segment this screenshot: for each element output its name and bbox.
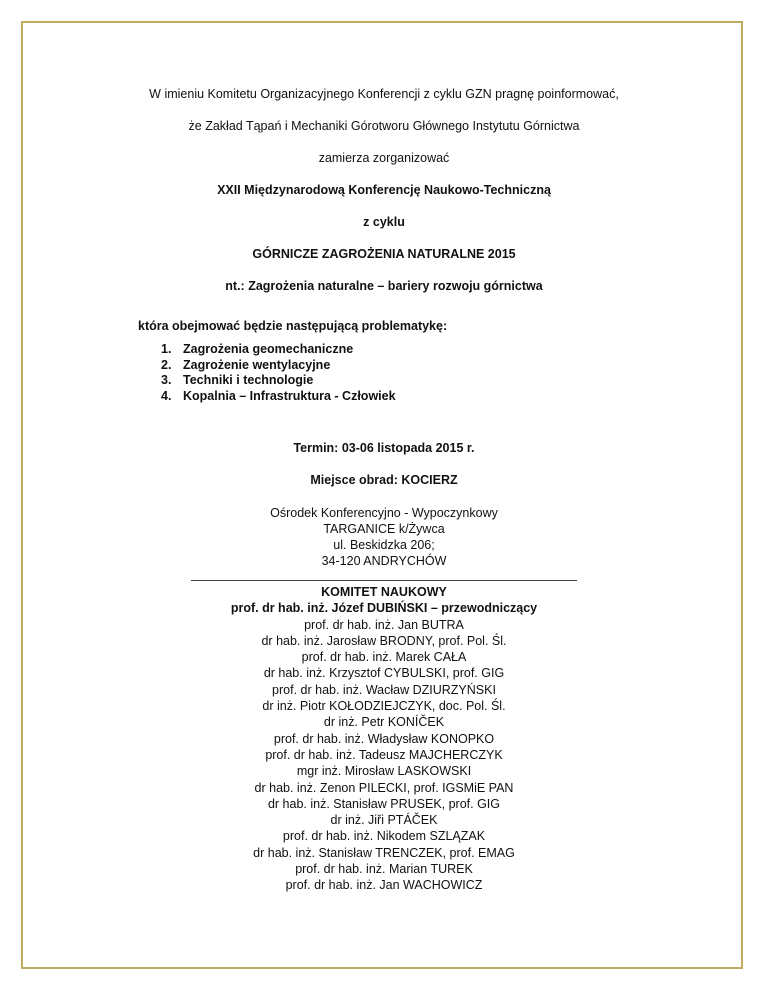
committee-member: prof. dr hab. inż. Marek CAŁA <box>301 650 467 665</box>
cycle-label: z cyklu <box>363 215 405 229</box>
list-item <box>161 389 396 405</box>
committee-member: prof. dr hab. inż. Marian TUREK <box>295 862 473 877</box>
divider <box>191 580 577 581</box>
venue-name: Ośrodek Konferencyjno - Wypoczynkowy <box>270 506 498 520</box>
conference-title: XXII Międzynarodową Konferencję Naukowo-Techniczną <box>217 183 551 197</box>
list-item-number: 3. <box>161 373 172 387</box>
committee-member: dr inż. Piotr KOŁODZIEJCZYK, doc. Pol. Śl. <box>262 699 506 714</box>
list-item-number: 4. <box>161 388 172 403</box>
committee-member: prof. dr hab. inż. Nikodem SZLĄZAK <box>282 829 486 844</box>
venue-postal: 34-120 ANDRYCHÓW <box>321 554 447 568</box>
list-item-number: 1. <box>161 342 172 356</box>
committee-member: dr hab. inż. Krzysztof CYBULSKI, prof. GIG <box>263 666 505 681</box>
venue-street: ul. Beskidzka 206; <box>333 538 435 552</box>
list-item-number: 2. <box>161 357 172 372</box>
committee-member: dr hab. inż. Zenon PILECKI, prof. IGSMiE PAN <box>254 780 514 795</box>
committee-member: mgr inż. Mirosław LASKOWSKI <box>296 764 472 779</box>
committee-member: prof. dr hab. inż. Jan BUTRA <box>304 617 464 632</box>
committee-member: prof. dr hab. inż. Tadeusz MAJCHERCZYK <box>265 747 503 762</box>
list-item-label: Techniki i technologie <box>183 373 314 387</box>
list-item-label: Kopalnia – Infrastruktura - Człowiek <box>183 388 396 403</box>
committee-member: prof. dr hab. inż. Wacław DZIURZYŃSKI <box>272 682 496 697</box>
committee-member: prof. dr hab. inż. Władysław KONOPKO <box>273 731 495 746</box>
problems-intro: która obejmować będzie następującą problematykę: <box>138 319 448 333</box>
conference-theme: nt.: Zagrożenia naturalne – bariery rozwoju górnictwa <box>225 279 543 293</box>
scientific-committee <box>0 584 768 894</box>
list-item-label: Zagrożenie wentylacyjne <box>183 357 331 372</box>
list-item <box>161 358 396 374</box>
intro-line-3: zamierza zorganizować <box>318 151 450 165</box>
conference-place: Miejsce obrad: KOCIERZ <box>310 473 458 487</box>
intro-line-2: że Zakład Tąpań i Mechaniki Górotworu Głównego Instytutu Górnictwa <box>188 119 580 133</box>
committee-member: dr inż. Petr KONÍČEK <box>323 715 445 730</box>
intro-line-1: W imieniu Komitetu Organizacyjnego Konferencji z cyklu GZN pragnę poinformować, <box>149 87 619 101</box>
committee-chair: prof. dr hab. inż. Józef DUBIŃSKI – przewodniczący <box>230 601 538 616</box>
list-item <box>161 373 396 389</box>
committee-member: dr hab. inż. Stanisław TRENCZEK, prof. EMAG <box>253 845 515 860</box>
conference-name: GÓRNICZE ZAGROŻENIA NATURALNE 2015 <box>252 247 516 261</box>
committee-member: dr inż. Jiři PTÁČEK <box>330 813 438 828</box>
conference-dates: Termin: 03-06 listopada 2015 r. <box>293 441 475 455</box>
venue-town: TARGANICE k/Żywca <box>323 522 445 536</box>
committee-heading: KOMITET NAUKOWY <box>321 585 447 599</box>
committee-member: dr hab. inż. Jarosław BRODNY, prof. Pol. Śl. <box>261 633 507 648</box>
venue-address <box>0 505 768 569</box>
committee-member: dr hab. inż. Stanisław PRUSEK, prof. GIG <box>267 796 501 811</box>
committee-member: prof. dr hab. inż. Jan WACHOWICZ <box>285 878 483 893</box>
problems-list <box>161 342 396 404</box>
list-item <box>161 342 396 358</box>
list-item-label: Zagrożenia geomechaniczne <box>183 342 354 356</box>
